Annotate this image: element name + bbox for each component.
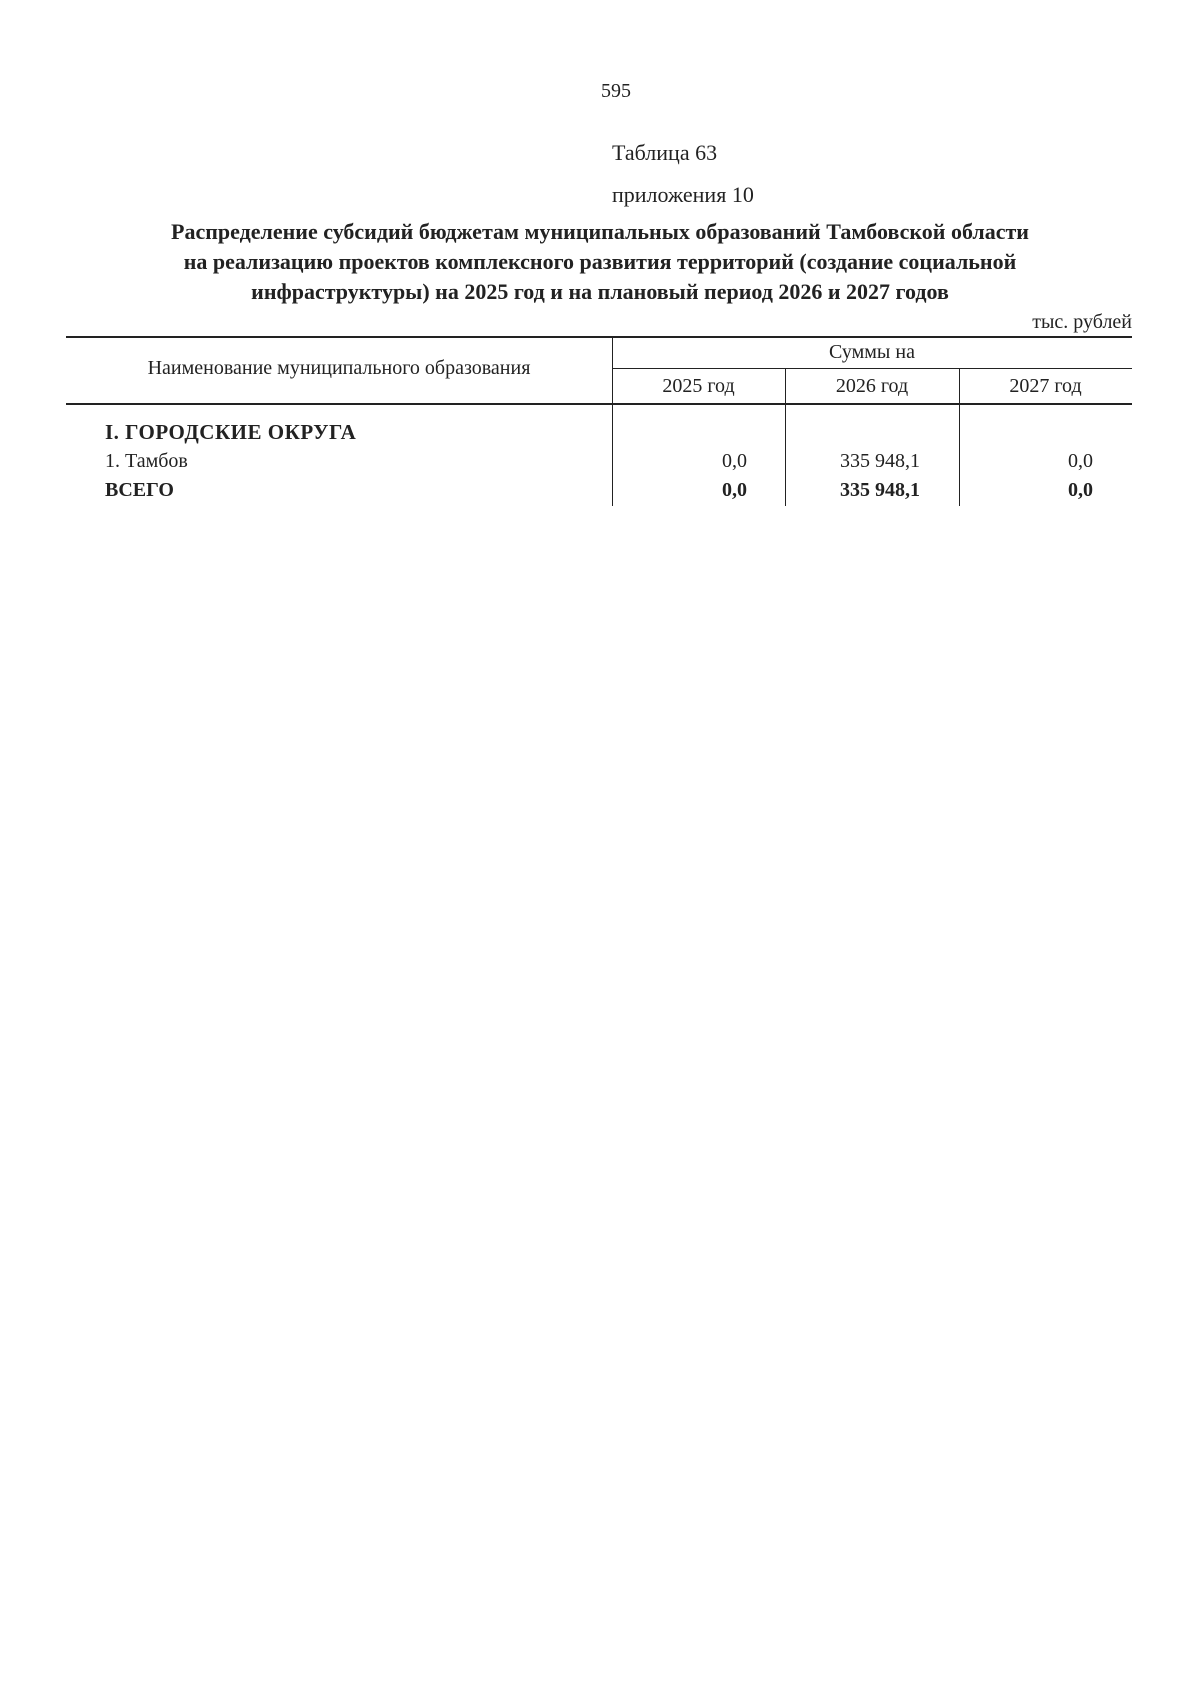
- row-value-2026: 335 948,1: [840, 450, 920, 472]
- total-value-2026: 335 948,1: [840, 479, 920, 501]
- name-column-header: Наименование муниципального образования: [147, 357, 531, 379]
- table-top-rule: [66, 336, 1132, 338]
- document-title: [100, 217, 1100, 307]
- year-header: 2027 год: [1009, 375, 1082, 397]
- year-header: 2026 год: [835, 375, 909, 397]
- table-number: Таблица 63: [612, 140, 718, 165]
- page-number: 595: [601, 80, 631, 102]
- header-bottom-rule: [66, 403, 1132, 405]
- row-value-2025: 0,0: [722, 450, 747, 472]
- header-split-rule: [612, 368, 1132, 369]
- row-name: 1. Тамбов: [105, 450, 188, 472]
- sums-header: Суммы на: [829, 341, 915, 363]
- row-value-2027: 0,0: [1068, 450, 1093, 472]
- appendix-label: приложения 10: [612, 182, 754, 207]
- total-value-2027: 0,0: [1068, 479, 1093, 501]
- title-line: на реализацию проектов комплексного развития территорий (создание социальной: [183, 249, 1017, 274]
- total-value-2025: 0,0: [722, 479, 747, 501]
- title-line: Распределение субсидий бюджетам муниципальных образований Тамбовской области: [171, 219, 1029, 244]
- section-heading: I. ГОРОДСКИЕ ОКРУГА: [105, 420, 357, 444]
- title-line: инфраструктуры) на 2025 год и на плановый период 2026 и 2027 годов: [251, 279, 949, 304]
- units-label: тыс. рублей: [1032, 311, 1132, 333]
- year-header: 2025 год: [662, 375, 735, 397]
- total-label: ВСЕГО: [105, 479, 174, 501]
